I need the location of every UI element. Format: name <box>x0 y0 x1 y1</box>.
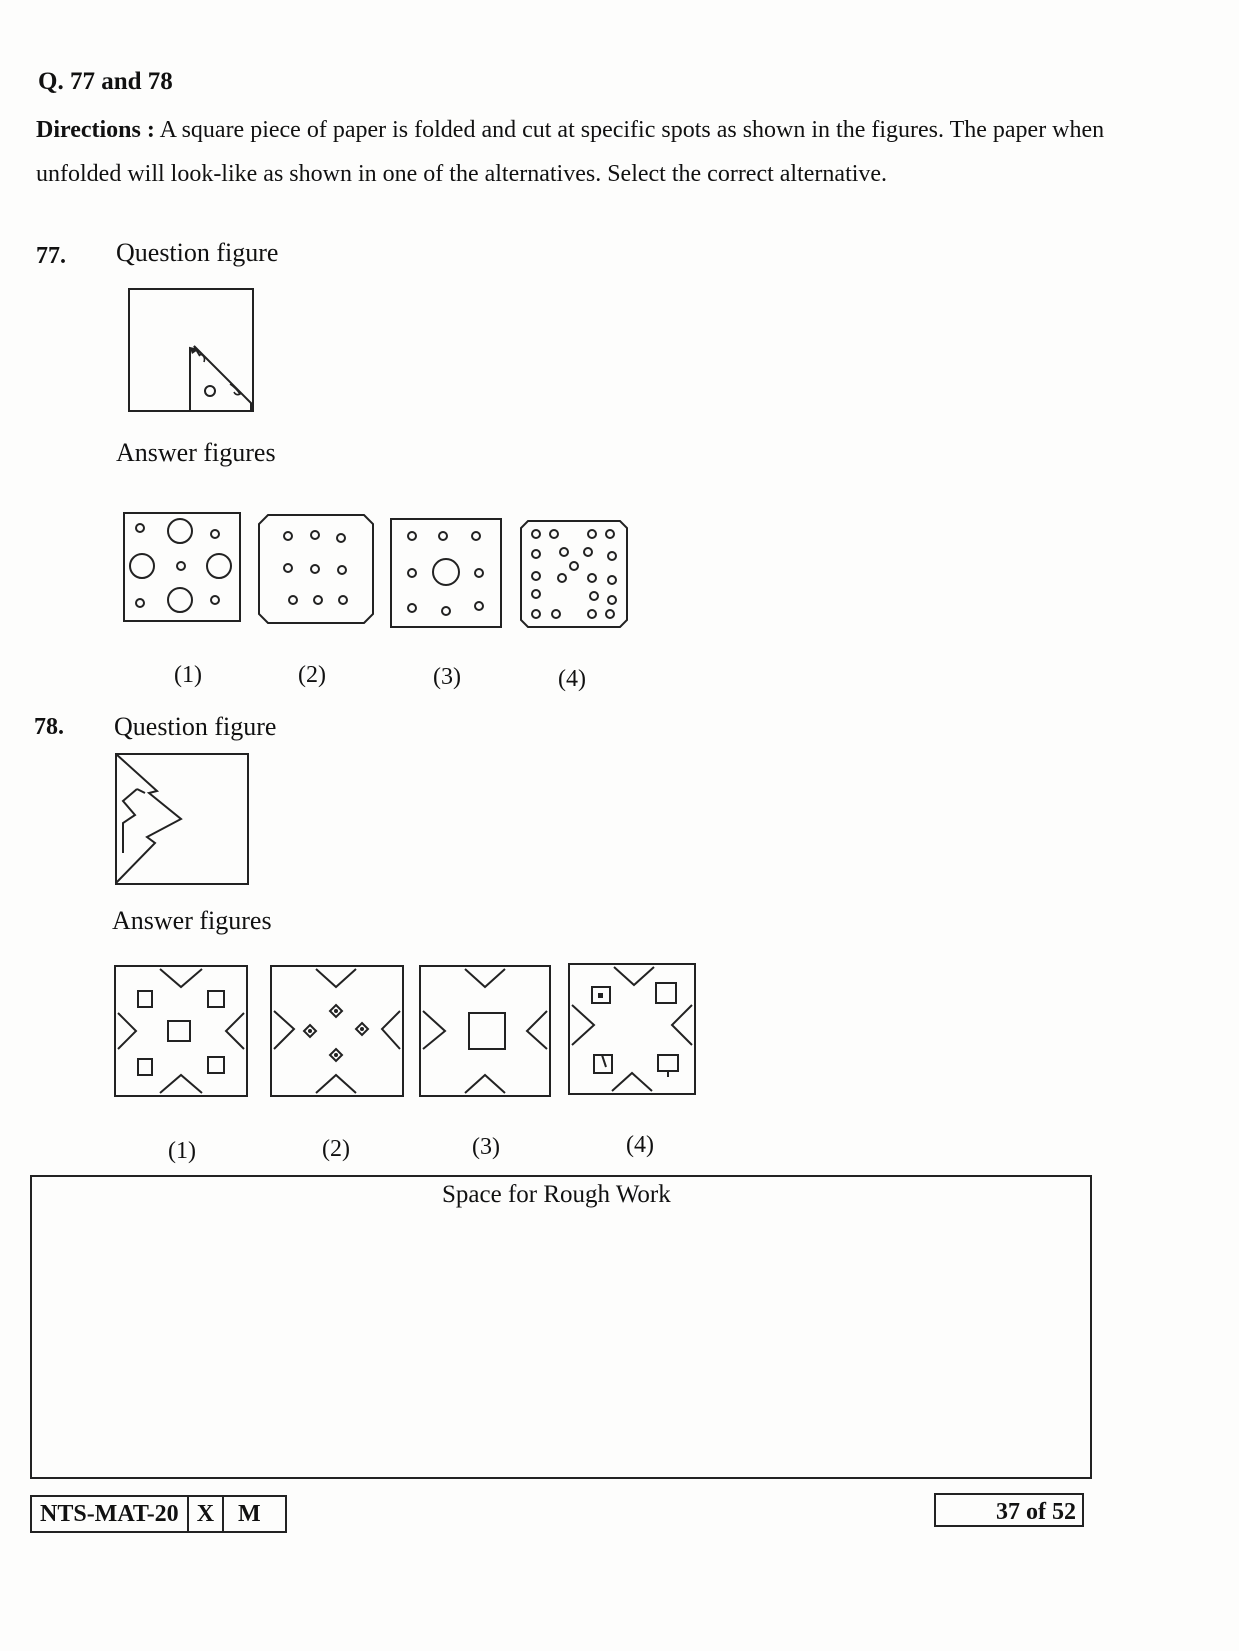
q78-question-label: Question figure <box>114 712 277 741</box>
class-code: X <box>189 1497 224 1531</box>
q77-number: 77. <box>36 243 66 269</box>
question-range-heading: Q. 77 and 78 <box>38 68 173 95</box>
rough-work-title: Space for Rough Work <box>442 1181 671 1208</box>
q78-number: 78. <box>34 714 64 740</box>
q77-option-1-label: (1) <box>174 662 202 688</box>
q78-option-1-label: (1) <box>168 1138 196 1164</box>
q77-option-2-label: (2) <box>298 662 326 688</box>
q77-answer-label: Answer figures <box>116 438 276 467</box>
q78-answer-label: Answer figures <box>112 906 272 935</box>
q78-answer-figure-2 <box>270 965 404 1097</box>
q77-question-label: Question figure <box>116 238 279 267</box>
directions-paragraph <box>36 108 1106 196</box>
q77-answer-figure-4 <box>520 520 628 628</box>
q78-option-3-label: (3) <box>472 1134 500 1160</box>
q78-answer-figure-1 <box>114 965 248 1097</box>
paper-code: NTS-MAT-20 <box>32 1497 189 1531</box>
q78-answer-figure-4 <box>568 963 696 1095</box>
q78-option-2-label: (2) <box>322 1136 350 1162</box>
q78-question-figure <box>115 753 249 885</box>
q77-answer-figure-2 <box>258 514 374 624</box>
directions-text: A square piece of paper is folded and cut at specific spots as shown in the figures. The paper when unfolded will look-like as shown in one of the alternatives. Select the correct alternative. <box>36 117 1105 187</box>
directions-label: Directions : <box>36 117 155 143</box>
q77-question-figure <box>128 288 254 412</box>
rough-work-box <box>30 1175 1092 1479</box>
q78-answer-figure-3 <box>419 965 551 1097</box>
q77-answer-figure-3 <box>390 518 502 628</box>
q77-option-3-label: (3) <box>433 664 461 690</box>
paper-code-box <box>30 1495 287 1533</box>
q77-option-4-label: (4) <box>558 666 586 692</box>
q77-answer-figure-1 <box>123 512 241 622</box>
q78-option-4-label: (4) <box>626 1132 654 1158</box>
medium-code: M <box>238 1501 261 1527</box>
page-number: 37 of 52 <box>934 1493 1084 1527</box>
